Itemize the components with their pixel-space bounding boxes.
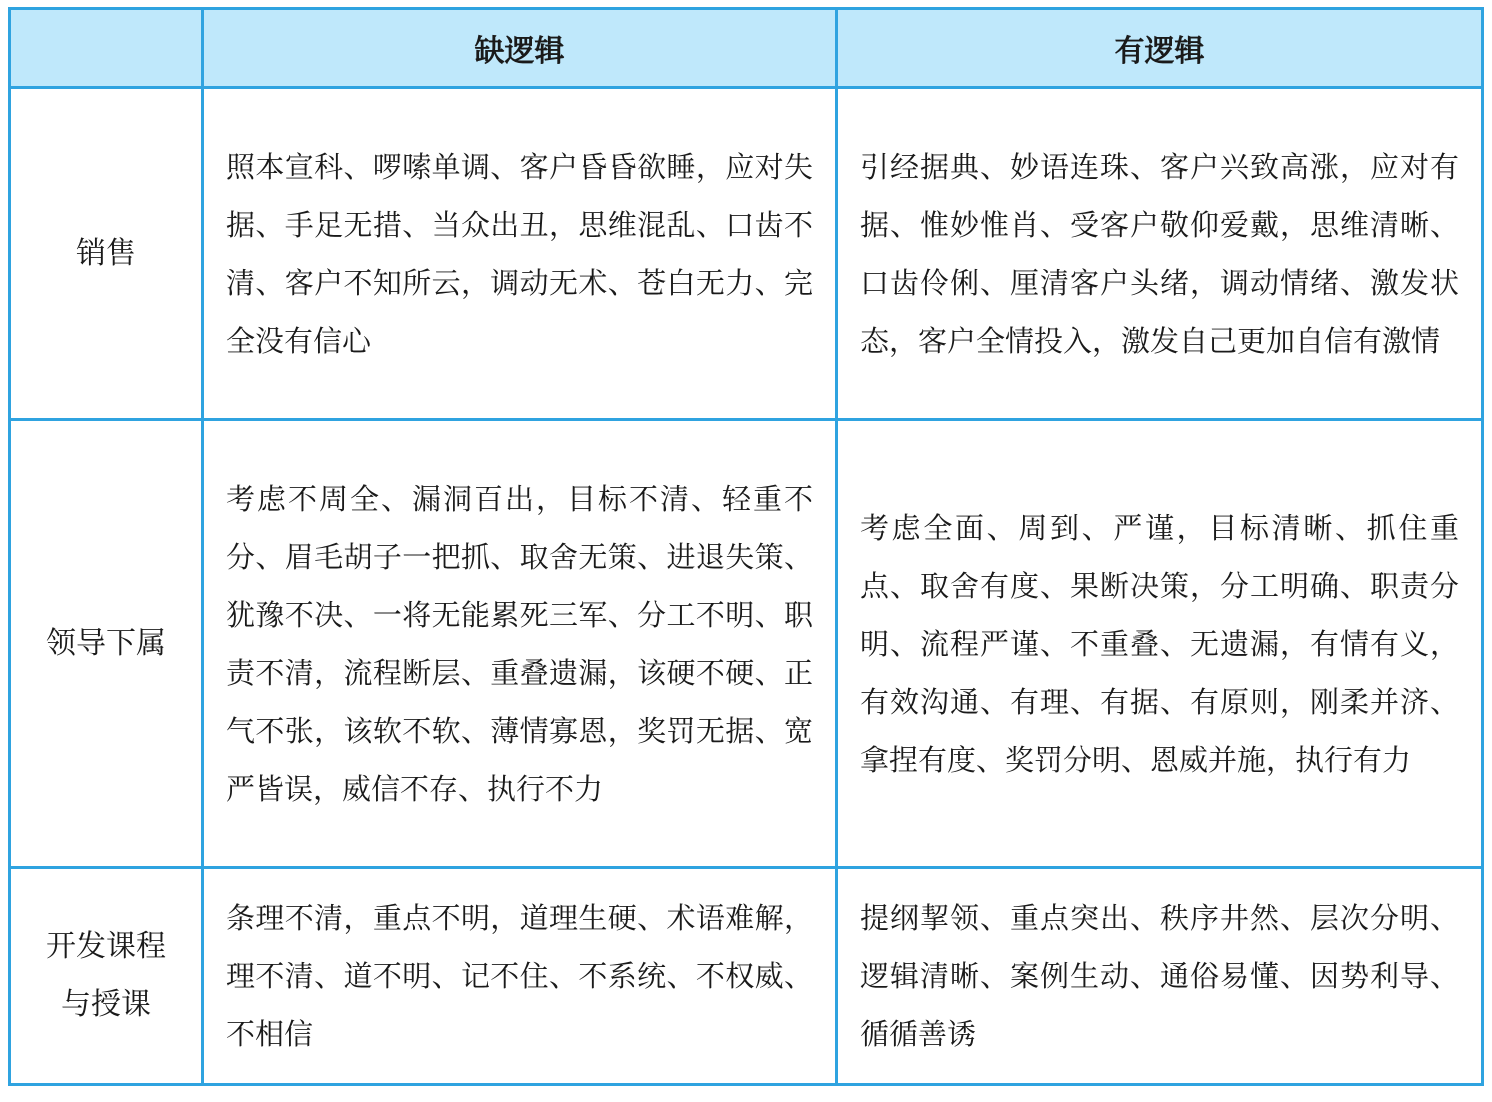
logic-comparison-table	[8, 7, 1484, 1086]
cell-leading-lacking: 考虑不周全、漏洞百出，目标不清、轻重不分、眉毛胡子一把抓、取舍无策、进退失策、犹豫不决、一将无能累死三军、分工不明、职责不清，流程断层、重叠遗漏，该硬不硬、正气不张，该软不软、薄情寡恩，奖罚无据、宽严皆误，威信不存、执行不力	[203, 420, 837, 868]
table-row-course-development	[10, 868, 1483, 1085]
header-having-logic: 有逻辑	[837, 9, 1483, 88]
cell-course-lacking: 条理不清，重点不明，道理生硬、术语难解，理不清、道不明、记不住、不系统、不权威、不相信	[203, 868, 837, 1085]
header-corner-cell	[10, 9, 203, 88]
row-label-course-development	[10, 868, 203, 1085]
cell-sales-lacking: 照本宣科、啰嗦单调、客户昏昏欲睡，应对失据、手足无措、当众出丑，思维混乱、口齿不清、客户不知所云，调动无术、苍白无力、完全没有信心	[203, 88, 837, 420]
table-row-sales	[10, 88, 1483, 420]
row-label-course-line2: 与授课	[61, 987, 151, 1022]
row-label-course-line1: 开发课程	[46, 929, 166, 964]
table-row-leading-subordinates	[10, 420, 1483, 868]
row-label-sales: 销售	[10, 88, 203, 420]
row-label-leading-subordinates: 领导下属	[10, 420, 203, 868]
header-lacking-logic: 缺逻辑	[203, 9, 837, 88]
cell-leading-having: 考虑全面、周到、严谨，目标清晰、抓住重点、取舍有度、果断决策，分工明确、职责分明、流程严谨、不重叠、无遗漏，有情有义，有效沟通、有理、有据、有原则，刚柔并济、拿捏有度、奖罚分明、恩威并施，执行有力	[837, 420, 1483, 868]
header-row	[10, 9, 1483, 88]
cell-sales-having: 引经据典、妙语连珠、客户兴致高涨，应对有据、惟妙惟肖、受客户敬仰爱戴，思维清晰、口齿伶俐、厘清客户头绪，调动情绪、激发状态，客户全情投入，激发自己更加自信有激情	[837, 88, 1483, 420]
cell-course-having: 提纲挈领、重点突出、秩序井然、层次分明、逻辑清晰、案例生动、通俗易懂、因势利导、循循善诱	[837, 868, 1483, 1085]
